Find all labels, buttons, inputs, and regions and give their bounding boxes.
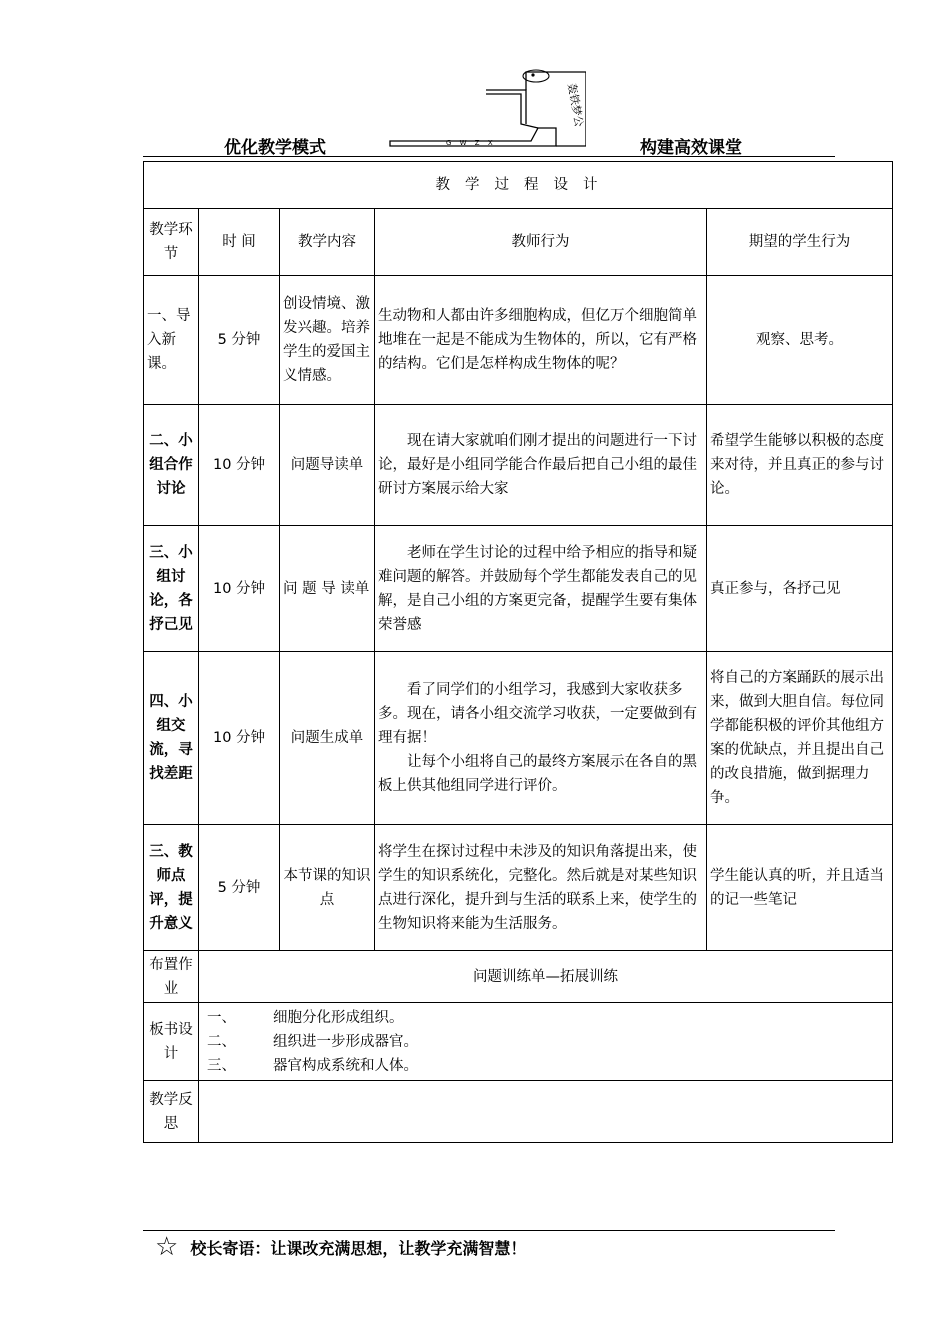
footer-text: 校长寄语：让课改充满思想，让教学充满智慧！ [190, 1238, 527, 1258]
board-design-label: 板书设计 [144, 1003, 199, 1081]
content-cell: 创设情境、激发兴趣。培养学生的爱国主义情感。 [280, 276, 375, 405]
stage-cell: 三、教师点评，提升意义 [144, 825, 199, 951]
teacher-cell: 生动物和人都由许多细胞构成，但亿万个细胞简单地堆在一起是不能成为生物体的，所以，它有严格的结构。它们是怎样构成生物体的呢？ [375, 276, 707, 405]
teacher-paragraph: 让每个小组将自己的最终方案展示在各自的黑板上供其他组同学进行评价。 [378, 754, 697, 794]
header-stage: 教学环节 [144, 209, 199, 276]
header-right-slogan: 构建高效课堂 [640, 138, 742, 158]
student-cell: 将自己的方案踊跃的展示出来，做到大胆自信。每位同学都能积极的评价其他组方案的优缺点，并且提出自己的改良措施，做到据理力争。 [707, 652, 893, 825]
table-row [144, 405, 893, 526]
homework-row [144, 951, 893, 1003]
stage-cell: 三、小组讨论，各抒己见 [144, 526, 199, 652]
board-design-content [199, 1003, 893, 1081]
teacher-cell: 现在请大家就咱们刚才提出的问题进行一下讨论，最好是小组同学能合作最后把自己小组的最佳研讨方案展示给大家 [375, 405, 707, 526]
reflection-row [144, 1081, 893, 1143]
stage-cell: 四、小组交流，寻找差距 [144, 652, 199, 825]
stage-cell: 一、导入新课。 [144, 276, 199, 405]
star-icon: ☆ [155, 1232, 179, 1262]
reflection-label: 教学反思 [144, 1081, 199, 1143]
table-title: 教学过程设计 [144, 162, 893, 209]
student-cell: 学生能认真的听，并且适当的记一些笔记 [707, 825, 893, 951]
teacher-paragraph: 看了同学们的小组学习，我感到大家收获多多。现在，请各小组交流学习收获，一定要做到有理有据！ [378, 682, 697, 746]
table-row [144, 526, 893, 652]
svg-text:轰铁梦公: 轰铁梦公 [565, 82, 586, 128]
time-cell: 5 分钟 [199, 825, 280, 951]
header-time: 时 间 [199, 209, 280, 276]
header-student: 期望的学生行为 [707, 209, 893, 276]
time-cell: 10 分钟 [199, 652, 280, 825]
stage-cell: 二、小组合作讨论 [144, 405, 199, 526]
time-cell: 5 分钟 [199, 276, 280, 405]
student-cell: 真正参与，各抒己见 [707, 526, 893, 652]
lesson-plan-table [143, 161, 893, 1143]
content-cell: 本节课的知识点 [280, 825, 375, 951]
header-teacher: 教师行为 [375, 209, 707, 276]
board-line: 三、 器官构成系统和人体。 [207, 1057, 418, 1074]
table-row [144, 652, 893, 825]
student-cell: 希望学生能够以积极的态度来对待，并且真正的参与讨论。 [707, 405, 893, 526]
table-title-row [144, 162, 893, 209]
board-line: 二、 组织进一步形成器官。 [207, 1033, 418, 1050]
table-header-row [144, 209, 893, 276]
student-cell: 观察、思考。 [707, 276, 893, 405]
footer-rule [143, 1230, 835, 1231]
teacher-cell [375, 652, 707, 825]
school-logo [386, 66, 586, 154]
svg-text:G W Z X: G W Z X [446, 139, 496, 147]
board-line: 一、 细胞分化形成组织。 [207, 1009, 404, 1026]
header-left-slogan: 优化教学模式 [224, 138, 326, 158]
teacher-cell: 将学生在探讨过程中未涉及的知识角落提出来，使学生的知识系统化，完整化。然后就是对某些知识点进行深化，提升到与生活的联系上来，使学生的生物知识将来能为生活服务。 [375, 825, 707, 951]
teacher-cell: 老师在学生讨论的过程中给予相应的指导和疑难问题的解答。并鼓励每个学生都能发表自己的见解，是自己小组的方案更完备，提醒学生要有集体荣誉感 [375, 526, 707, 652]
table-row [144, 825, 893, 951]
header-content: 教学内容 [280, 209, 375, 276]
time-cell: 10 分钟 [199, 526, 280, 652]
content-cell: 问题导读单 [280, 405, 375, 526]
header-rule [143, 156, 835, 157]
content-cell: 问题生成单 [280, 652, 375, 825]
footer-motto [155, 1232, 526, 1262]
reflection-content [199, 1081, 893, 1143]
homework-text: 问题训练单—拓展训练 [199, 951, 893, 1003]
time-cell: 10 分钟 [199, 405, 280, 526]
homework-label: 布置作业 [144, 951, 199, 1003]
table-row [144, 276, 893, 405]
content-cell: 问 题 导 读单 [280, 526, 375, 652]
board-design-row [144, 1003, 893, 1081]
